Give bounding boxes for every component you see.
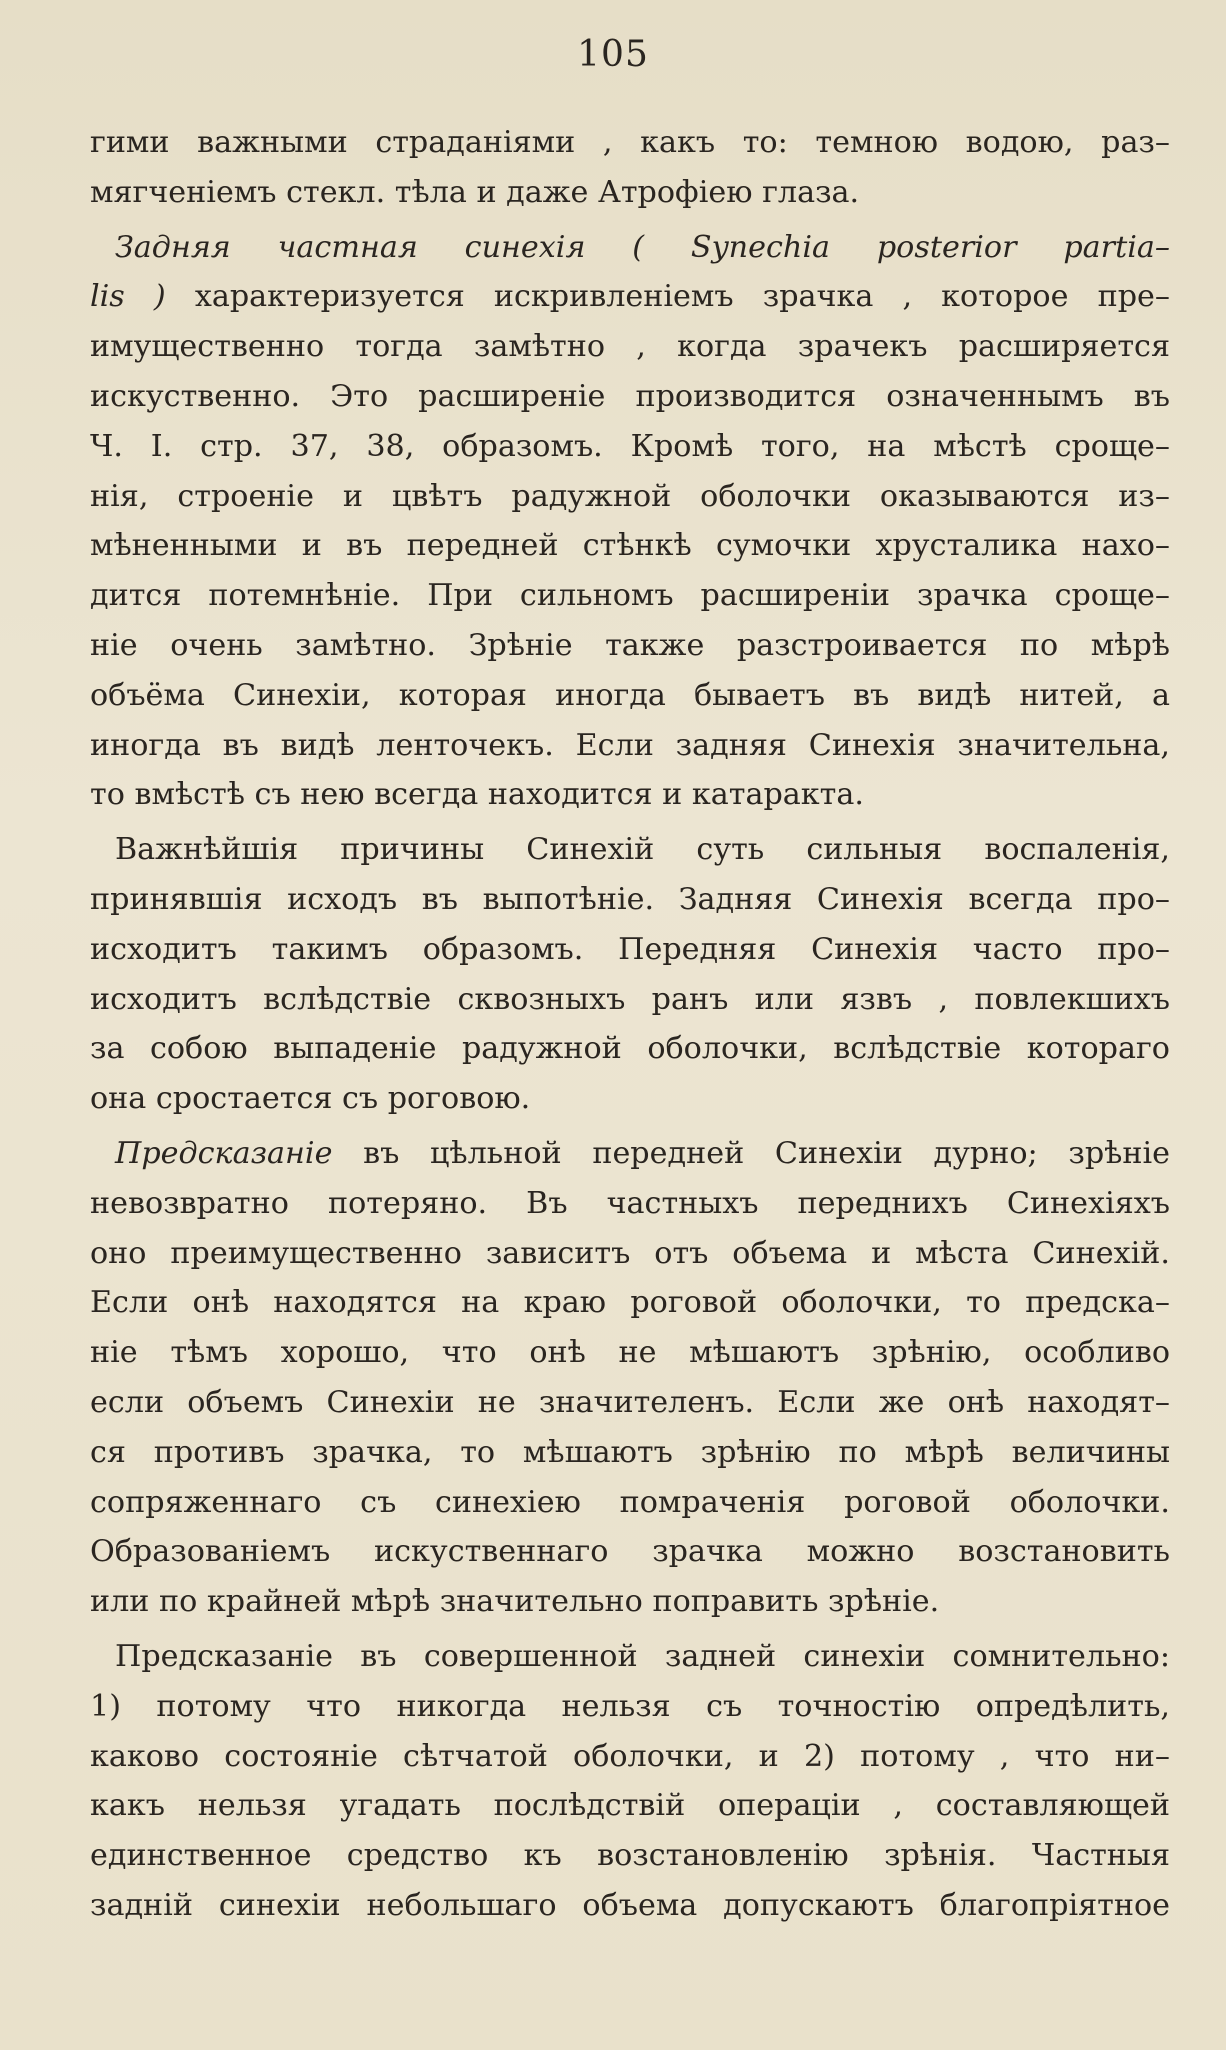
text-line [90,975,1170,1025]
text-span: единственное средство къ возстановленію зрѣнія. Частныя [90,1838,1170,1874]
text-span: мягченіемъ стекл. тѣла и даже Атрофіею глаза. [90,174,860,210]
text-span: за собою выпаденіе радужной оболочки, вслѣдствіе котораго [90,1031,1170,1067]
body-text [90,118,1170,1931]
text-span: то вмѣстѣ съ нею всегда находится и катаракта. [90,777,864,813]
text-line [90,1074,1170,1124]
text-span: если объемъ Синехіи не значителенъ. Если же онѣ находят– [90,1384,1170,1420]
text-line [90,925,1170,975]
text-span: исходитъ вслѣдствіе сквозныхъ ранъ или язвъ , повлекшихъ [90,981,1170,1017]
text-span: искуственно. Это расширеніе производится означеннымъ въ [90,378,1170,414]
text-line [90,472,1170,522]
text-span: Образованіемъ искуственнаго зрачка можно возстановить [90,1534,1170,1570]
text-span: ніе очень замѣтно. Зрѣніе также разстроивается по мѣрѣ [90,627,1170,663]
text-span: Если онѣ находятся на краю роговой оболочки, то предска– [90,1285,1170,1321]
text-span: дится потемнѣніе. При сильномъ расширеніи зрачка сроще– [90,578,1170,614]
text-span: или по крайней мѣрѣ значительно поправить зрѣніе. [90,1584,940,1620]
text-line [90,1577,1170,1627]
text-line [90,1378,1170,1428]
text-line [90,571,1170,621]
text-span: Ч. I. стр. 37, 38, образомъ. Кромѣ того, на мѣстѣ срощe– [90,428,1170,464]
text-span: задній синехіи небольшаго объема допускаютъ благопріятное [90,1887,1170,1923]
text-line [90,875,1170,925]
text-span: ся противъ зрачка, то мѣшаютъ зрѣнію по мѣрѣ величины [90,1434,1170,1470]
text-line [90,1179,1170,1229]
text-span: сопряженнаго съ синехіею помраченія роговой оболочки. [90,1484,1170,1520]
text-line [90,770,1170,820]
text-line [90,272,1170,322]
text-span: мѣненными и въ передней стѣнкѣ сумочки хрусталика нахо– [90,528,1170,564]
text-span: Предсказаніе въ совершенной задней синехіи сомнительно: [115,1638,1170,1674]
text-span: имущественно тогда замѣтно , когда зрачекъ расширяется [90,329,1170,365]
italic-text: Задняя частная синехія ( Synechia posterior partia– [115,229,1170,265]
text-span: объёма Синехіи, которая иногда бываетъ въ видѣ нитей, а [90,677,1170,713]
text-line [90,721,1170,771]
italic-text: lis ) [90,279,166,315]
text-line [90,1229,1170,1279]
text-line [90,1278,1170,1328]
text-line [90,1682,1170,1732]
text-line [90,1328,1170,1378]
text-span: иногда въ видѣ ленточекъ. Если задняя Синехія значительна, [90,727,1170,763]
text-line [90,621,1170,671]
text-span: нія, строеніе и цвѣтъ радужной оболочки оказываются из– [90,478,1170,514]
text-line [90,118,1170,168]
text-line [90,671,1170,721]
text-span: каково состояніе сѣтчатой оболочки, и 2) потому , что ни– [90,1738,1170,1774]
text-line [90,1129,1170,1179]
text-line [90,223,1170,273]
text-span: какъ нельзя угадать послѣдствій операціи , составляющей [90,1788,1170,1824]
text-line [90,1781,1170,1831]
italic-text: Предсказаніе [115,1135,333,1171]
text-span: оно преимущественно зависитъ отъ объема и мѣста Синехій. [90,1235,1170,1271]
text-span: гими важными страданіями , какъ то: темною водою, раз– [90,125,1170,160]
text-line [90,1428,1170,1478]
page-number: 105 [577,34,649,75]
text-line [90,1478,1170,1528]
text-line [90,521,1170,571]
text-line [90,372,1170,422]
text-line [90,825,1170,875]
text-span: 1) потому что никогда нельзя съ точностію опредѣлить, [90,1688,1170,1724]
text-line [90,422,1170,472]
text-line [90,1024,1170,1074]
text-line [90,1732,1170,1782]
text-span: ніе тѣмъ хорошо, что онѣ не мѣшаютъ зрѣнію, особливо [90,1335,1170,1371]
text-line [90,168,1170,218]
text-line [90,322,1170,372]
text-span: исходитъ такимъ образомъ. Передняя Синехія часто про– [90,931,1170,967]
text-line [90,1881,1170,1931]
text-span: она сростается съ роговою. [90,1081,531,1117]
text-line [90,1527,1170,1577]
text-span: Важнѣйшія причины Синехій суть сильныя воспаленія, [115,832,1170,868]
text-span: въ цѣльной передней Синехіи дурно; зрѣніе [332,1135,1170,1171]
text-span: невозвратно потеряно. Въ частныхъ переднихъ Синехіяхъ [90,1185,1170,1221]
text-span: характеризуется искривленіемъ зрачка , которое пре– [165,279,1170,315]
text-span: принявшія исходъ въ выпотѣніе. Задняя Синехія всегда про– [90,881,1170,917]
text-line [90,1632,1170,1682]
text-line [90,1831,1170,1881]
